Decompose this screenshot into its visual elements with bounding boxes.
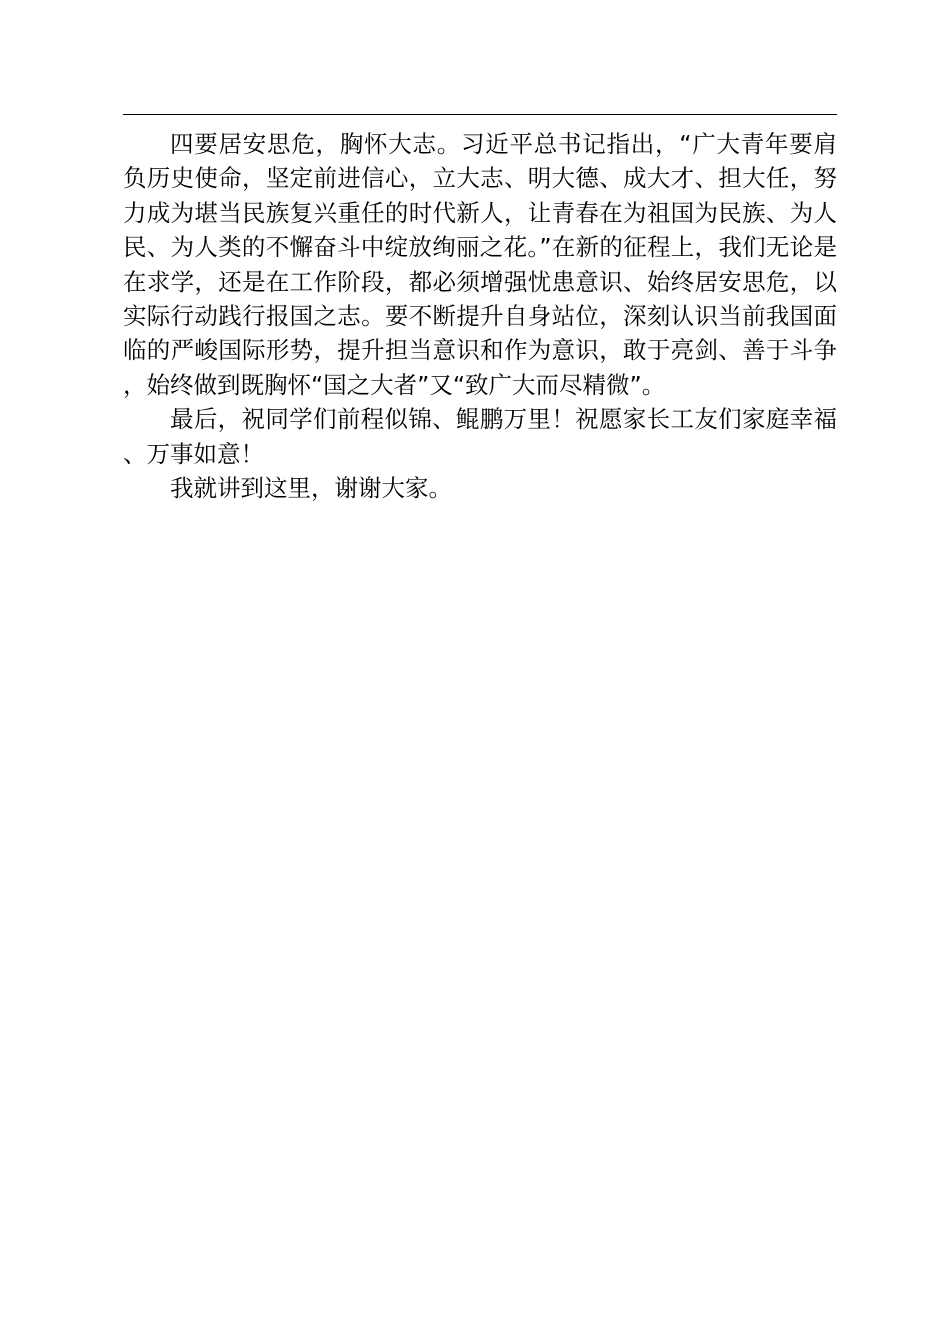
paragraph-closing: 我就讲到这里，谢谢大家。 (170, 474, 452, 503)
body-text (123, 127, 837, 505)
paragraph-wishes: 最后，祝同学们前程似锦、鲲鹏万里！祝愿家长工友们家庭幸福、万事如意！ (123, 405, 837, 468)
paragraph-resolve: 四要居安思危，胸怀大志。习近平总书记指出，“广大青年要肩负历史使命，坚定前进信心，立大志、明大德、成大才、担大任，努力成为堪当民族复兴重任的时代新人，让青春在为祖国为民族、为人民、为人类的不懈奋斗中绽放绚丽之花。”在新的征程上，我们无论是在求学，还是在工作阶段，都必须增强忧患意识、始终居安思危，以实际行动践行报国之志。要不断提升自身站位，深刻认识当前我国面临的严峻国际形势，提升担当意识和作为意识，敢于亮剑、善于斗争，始终做到既胸怀“国之大者”又“致广大而尽精微”。 (123, 130, 837, 399)
header-rule (123, 114, 837, 115)
